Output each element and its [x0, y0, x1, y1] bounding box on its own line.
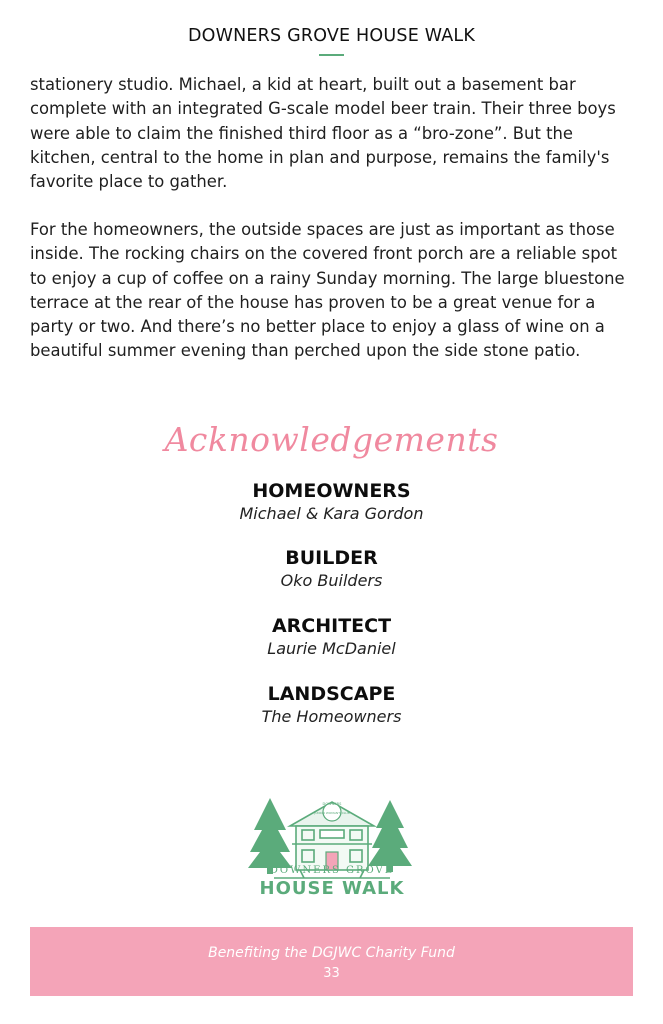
credit-builder: [0, 546, 663, 592]
credit-role: LANDSCAPE: [267, 683, 396, 705]
credit-landscape: [0, 682, 663, 728]
credit-name: Laurie McDaniel: [267, 639, 396, 658]
logo-line-house-walk: HOUSE WALK: [259, 878, 405, 899]
credit-role: HOMEOWNERS: [252, 480, 411, 502]
logo-line-downers-grove: DOWNERS GROVE: [269, 865, 395, 876]
tree-icon: [368, 800, 412, 872]
page-number: 33: [323, 966, 340, 981]
credit-role: BUILDER: [285, 547, 378, 569]
credit-name: Michael & Kara Gordon: [239, 504, 424, 523]
credit-name: The Homeowners: [261, 707, 402, 726]
badge-top-text: DOWNERS: [322, 802, 342, 806]
header-divider: [319, 54, 344, 56]
badge-main-text: JUNIOR WOMAN'S CLUB: [314, 811, 350, 815]
acknowledgements-heading: Acknowledgements: [164, 420, 499, 459]
page-header-title: DOWNERS GROVE HOUSE WALK: [187, 26, 476, 46]
credit-architect: [0, 614, 663, 660]
credit-role: ARCHITECT: [271, 615, 392, 637]
credit-homeowners: [0, 479, 663, 525]
footer-banner: [30, 927, 633, 996]
tree-icon: [248, 798, 292, 874]
body-paragraph: stationery studio. Michael, a kid at heart, built out a basement bar complete with an integrated G-scale model beer train. Their three boys were able to claim the finished third floor as a “bro-zone”. But the kitchen, central to the home in plan and purpose, remains the family's favorite place to gather.: [30, 75, 616, 192]
body-paragraph: For the homeowners, the outside spaces are just as important as those inside. The rocking chairs on the covered front porch are a reliable spot to enjoy a cup of coffee on a rainy Sunday morning. The large bluestone terrace at the rear of the house has proven to be a great venue for a party or two. And there’s no better place to enjoy a glass of wine on a beautiful summer evening than perched upon the side stone patio.: [30, 220, 625, 361]
footer-charity-text: Benefiting the DGJWC Charity Fund: [208, 945, 455, 961]
credit-name: Oko Builders: [280, 571, 383, 590]
